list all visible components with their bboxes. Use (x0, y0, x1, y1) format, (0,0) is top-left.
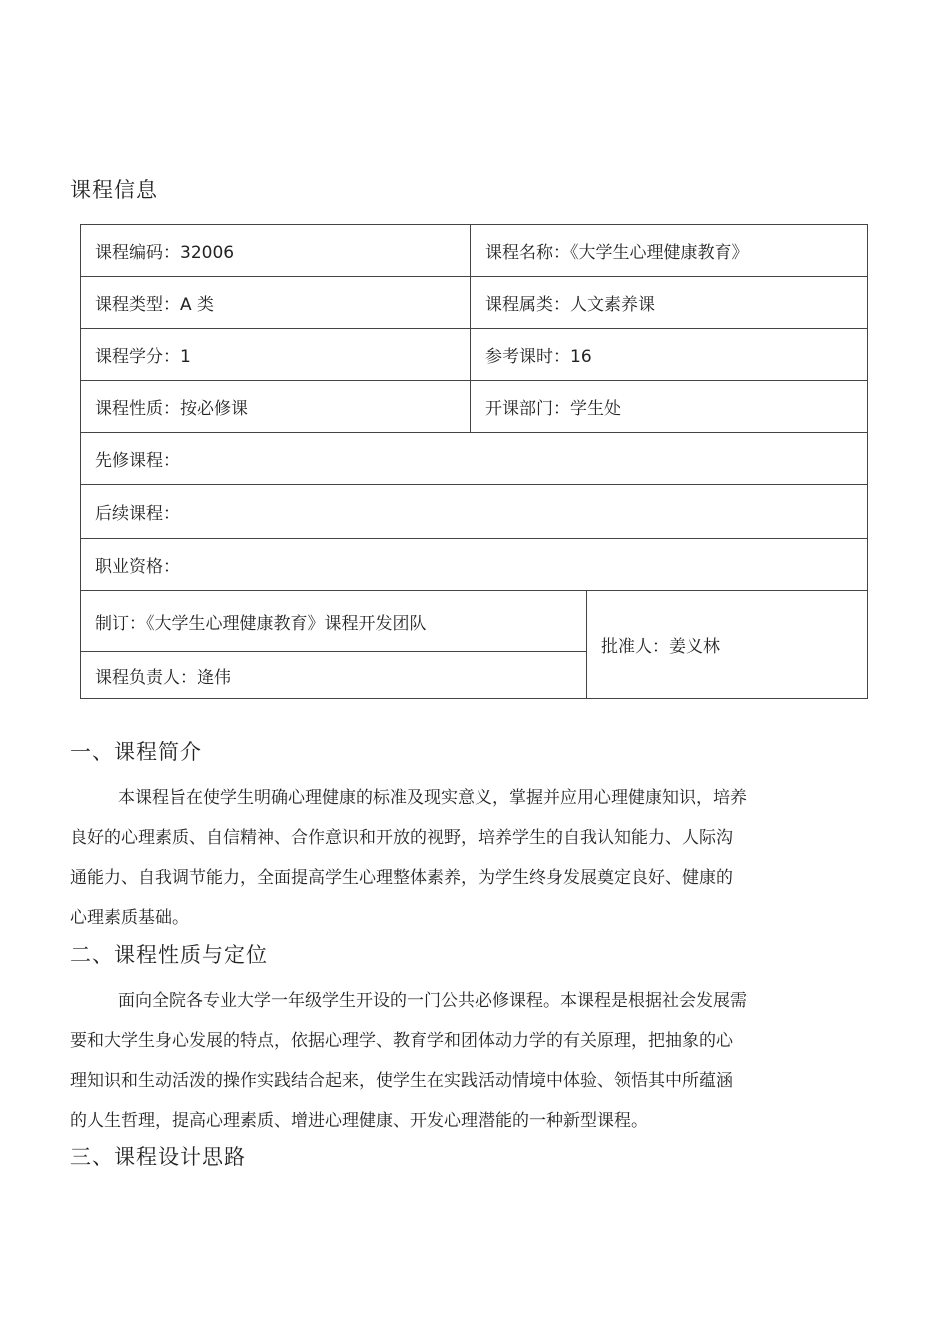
section-heading-nature: 二、课程性质与定位 (70, 943, 268, 967)
course-approver: 批准人：姜义林 (587, 591, 868, 699)
intro-paragraph (70, 778, 870, 938)
section-heading-intro: 一、课程简介 (70, 740, 202, 764)
vocational-qualification: 职业资格： (81, 539, 868, 591)
text-line: 面向全院各专业大学一年级学生开设的一门公共必修课程。本课程是根据社会发展需 (118, 991, 747, 1011)
course-leader: 课程负责人：逄伟 (81, 652, 587, 699)
course-category: 课程属类：人文素养课 (471, 277, 868, 329)
text-line: 良好的心理素质、自信精神、合作意识和开放的视野，培养学生的自我认知能力、人际沟 (70, 828, 733, 848)
text-line: 通能力、自我调节能力，全面提高学生心理整体素养，为学生终身发展奠定良好、健康的 (70, 868, 733, 888)
prerequisite-courses: 先修课程： (81, 433, 868, 485)
course-info-table (80, 224, 868, 699)
course-info-heading: 课程信息 (70, 178, 158, 202)
nature-paragraph (70, 981, 870, 1141)
text-line: 的人生哲理，提高心理素质、增进心理健康、开发心理潜能的一种新型课程。 (70, 1111, 648, 1131)
section-heading-design: 三、课程设计思路 (70, 1145, 246, 1169)
text-line: 理知识和生动活泼的操作实践结合起来，使学生在实践活动情境中体验、领悟其中所蕴涵 (70, 1071, 733, 1091)
course-maker: 制订：《大学生心理健康教育》课程开发团队 (81, 591, 587, 652)
text-line: 本课程旨在使学生明确心理健康的标准及现实意义，掌握并应用心理健康知识，培养 (118, 788, 747, 808)
course-department: 开课部门：学生处 (471, 381, 868, 433)
course-credit: 课程学分：1 (81, 329, 471, 381)
text-line: 要和大学生身心发展的特点，依据心理学、教育学和团体动力学的有关原理，把抽象的心 (70, 1031, 733, 1051)
course-type: 课程类型：A 类 (81, 277, 471, 329)
follow-up-courses: 后续课程： (81, 485, 868, 539)
text-line: 心理素质基础。 (70, 908, 189, 928)
course-code: 课程编码：32006 (81, 225, 471, 277)
course-name: 课程名称：《大学生心理健康教育》 (471, 225, 868, 277)
course-nature: 课程性质：按必修课 (81, 381, 471, 433)
course-hours: 参考课时：16 (471, 329, 868, 381)
